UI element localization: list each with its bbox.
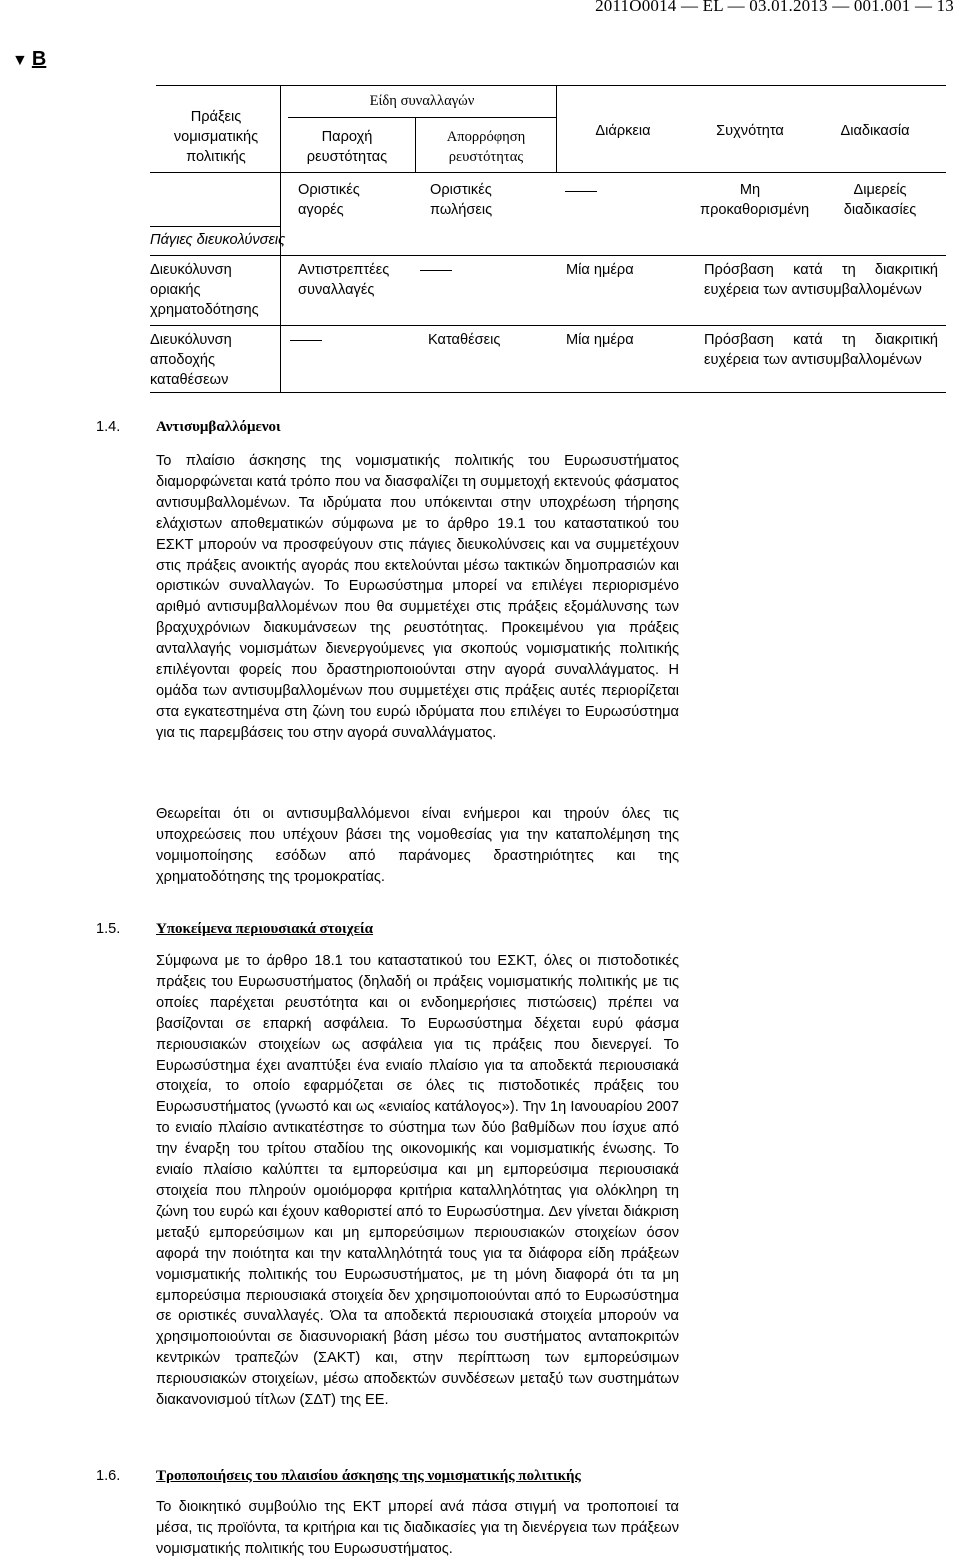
col-header-frequency: Συχνότητα [716,123,784,139]
col-header-operations: Πράξεις νομισματικής πολιτικής [173,109,259,165]
table-rule [556,85,557,173]
section-title: Αντισυμβαλλόμενοι [156,419,281,435]
section-1-4-paragraph-1: Το πλαίσιο άσκησης της νομισματικής πολιτικής του Ευρωσυστήματος διαμορφώνεται κατά τρόπο που να διασφαλίζει τη συμμετοχή εκτενούς φάσματος αντισυμβαλλομένων. Τα ιδρύματα που υπόκεινται στην υποχρέωση τήρησης ελάχιστων αποθεματικών σύμφωνα με το άρθρο 19.1 του καταστατικού του ΕΣΚΤ μπορούν να προσφεύγουν στις πάγιες διευκολύνσεις και να συμμετέχουν στις πράξεις ανοικτής αγοράς που εκτελούνται μέσω τακτικών δημοπρασιών και οριστικών συναλλαγών. Το Ευρωσύστημα μπορεί να επιλέγει περιορισμένο αριθμό αντισυμβαλλομένων που θα συμμετέχει στις πράξεις εξομάλυνσης των βραχυχρόνιων διακυμάνσεων της ρευστότητας. Προκειμένου για πράξεις ανταλλαγής νομισμάτων διενεργούμενες για σκοπούς νομισματικής πολιτικής επιλέγονται φορείς που δραστηριοποιούνται στην αγορά συναλλάγματος. Η ομάδα των αντισυμβαλλομένων που συμμετέχει στις πράξεις αυτές περιορίζεται στα εγκατεστημένα στη ζώνη του ευρώ ιδρύματα που επιλέγει το Ευρωσύστημα για τις παρεμβάσεις του στην αγορά συναλλάγματος. [156,453,679,741]
table-rule [150,172,946,173]
row2-absorption: Καταθέσεις [428,332,501,348]
section-1-4-paragraph-2: Θεωρείται ότι οι αντισυμβαλλόμενοι είναι ενήμεροι και τηρούν όλες τις υποχρεώσεις που υπέχουν βάσει της νομοθεσίας για την καταπολέμηση της νομιμοποίησης εσόδων από παράνομες δραστηριότητες και της χρηματοδότησης της τρομοκρατίας. [156,806,679,885]
table-rule [150,255,946,256]
row0-duration-dash [565,191,597,192]
section-1-4-heading [96,417,656,441]
table-rule [415,117,416,173]
col-header-transaction-types: Είδη συναλλαγών [369,93,475,109]
triangle-down-icon: ▼ [12,52,28,69]
table-rule [150,325,946,326]
col-header-duration: Διάρκεια [595,123,651,139]
row2-name: Διευκόλυνση αποδοχής καταθέσεων [150,332,232,388]
row1-duration: Μία ημέρα [566,262,634,278]
row2-duration: Μία ημέρα [566,332,634,348]
col-header-procedure: Διαδικασία [840,123,910,139]
table-rule [150,392,946,393]
document-reference-header: 2011O0014 — EL — 03.01.2013 — 001.001 — 13 [595,0,954,15]
row1-procedure: Πρόσβαση κατά τη διακριτική ευχέρεια των αντισυμβαλλομένων [704,262,938,298]
section-1-5-paragraph-1: Σύμφωνα με το άρθρο 18.1 του καταστατικού του ΕΣΚΤ, όλες οι πιστοδοτικές πράξεις του Ευρωσυστήματος (δηλαδή οι πράξεις νομισματικής πολιτικής με τις οποίες παρέχεται ρευστότητα και οι ενδοημερήσιες πιστώσεις) πρέπει να βασίζονται σε επαρκή ασφάλεια. Το Ευρωσύστημα δέχεται ευρύ φάσμα περιουσιακών στοιχείων ως ασφάλεια για τις πράξεις που διενεργεί. Το Ευρωσύστημα έχει αναπτύξει ένα ενιαίο πλαίσιο για τα αποδεκτά περιουσιακά στοιχεία, το οποίο εφαρμόζεται σε όλες τις πιστοδοτικές πράξεις του Ευρωσυστήματος (γνωστό και ως «ενιαίος κατάλογος»). Την 1η Ιανουαρίου 2007 το ενιαίο πλαίσιο αντικατέστησε το σύστημα των δύο βαθμίδων που ίσχυε από την έναρξη του τρίτου σταδίου της οικονομικής και νομισματικής ένωσης. Το ενιαίο πλαίσιο καλύπτει τα εμπορεύσιμα και μη εμπορεύσιμα περιουσιακά στοιχεία που πληρούν ομοιόμορφα κριτήρια καταλληλότητας για ολόκληρη τη ζώνη του ευρώ και έχουν καθοριστεί από το Ευρωσύστημα. Δεν γίνεται διάκριση μεταξύ εμπορεύσιμων και μη εμπορεύσιμων περιουσιακών στοιχείων όσον αφορά την ποιότητα και την καταλληλότητά τους για τα διάφορα είδη πράξεων νομισματικής πολιτικής του Ευρωσυστήματος, με τη μόνη διαφορά ότι τα μη εμπορεύσιμα περιουσιακά στοιχεία δεν χρησιμοποιούνται από το Ευρωσύστημα σε οριστικές συναλλαγές. Όλα τα αποδεκτά περιουσιακά στοιχεία μπορούν να χρησιμοποιούνται σε διασυνοριακή βάση μέσω του συστήματος ανταποκριτών κεντρικών τραπεζών (ΣΑΚΤ) και, στην περίπτωση των εμπορεύσιμων περιουσιακών στοιχείων, μέσω αποδεκτών συνδέσεων μεταξύ των συστημάτων διακανονισμού τίτλων (ΣΔΤ) της ΕΕ. [156,953,679,1409]
section-number: 1.5. [96,921,121,937]
row0-frequency: Μη προκαθορισμένη [700,182,810,218]
col-header-absorption: Απορρόφηση ρευστότητας [446,129,526,165]
row1-name: Διευκόλυνση οριακής χρηματοδότησης [150,262,259,318]
row2-procedure: Πρόσβαση κατά τη διακριτική ευχέρεια των αντισυμβαλλομένων [704,332,938,368]
operations-table [0,0,960,400]
section-number: 1.6. [96,1468,121,1484]
row0-provision: Οριστικές αγορές [298,182,360,218]
table-rule [288,117,556,118]
row0-absorption: Οριστικές πωλήσεις [430,182,493,218]
marker-letter: B [31,48,47,70]
table-rule [150,226,280,227]
section-1-6-heading [96,1466,696,1490]
section-title: Υποκείμενα περιουσιακά στοιχεία [156,921,374,937]
row1-absorption-dash [420,270,452,271]
row1-provision: Αντιστρεπτέες συναλλαγές [298,262,390,298]
section-title: Τροποποιήσεις του πλαισίου άσκησης της νομισματικής πολιτικής [156,1468,581,1484]
section-1-6-paragraph-1: Το διοικητικό συμβούλιο της ΕΚΤ μπορεί ανά πάσα στιγμή να τροποποιεί τα μέσα, τις προϊόντα, τα κριτήρια και τις διαδικασίες για τη διενέργεια των πράξεων νομισματικής πολιτικής του Ευρωσυστήματος. [156,1499,679,1557]
row0-procedure: Διμερείς διαδικασίες [843,182,917,218]
section-number: 1.4. [96,419,121,435]
table-rule [156,85,946,86]
col-header-provision: Παροχή ρευστότητας [306,129,388,165]
group-row-label: Πάγιες διευκολύνσεις [150,232,286,248]
row2-provision-dash [290,340,322,341]
section-1-5-heading [96,919,656,943]
